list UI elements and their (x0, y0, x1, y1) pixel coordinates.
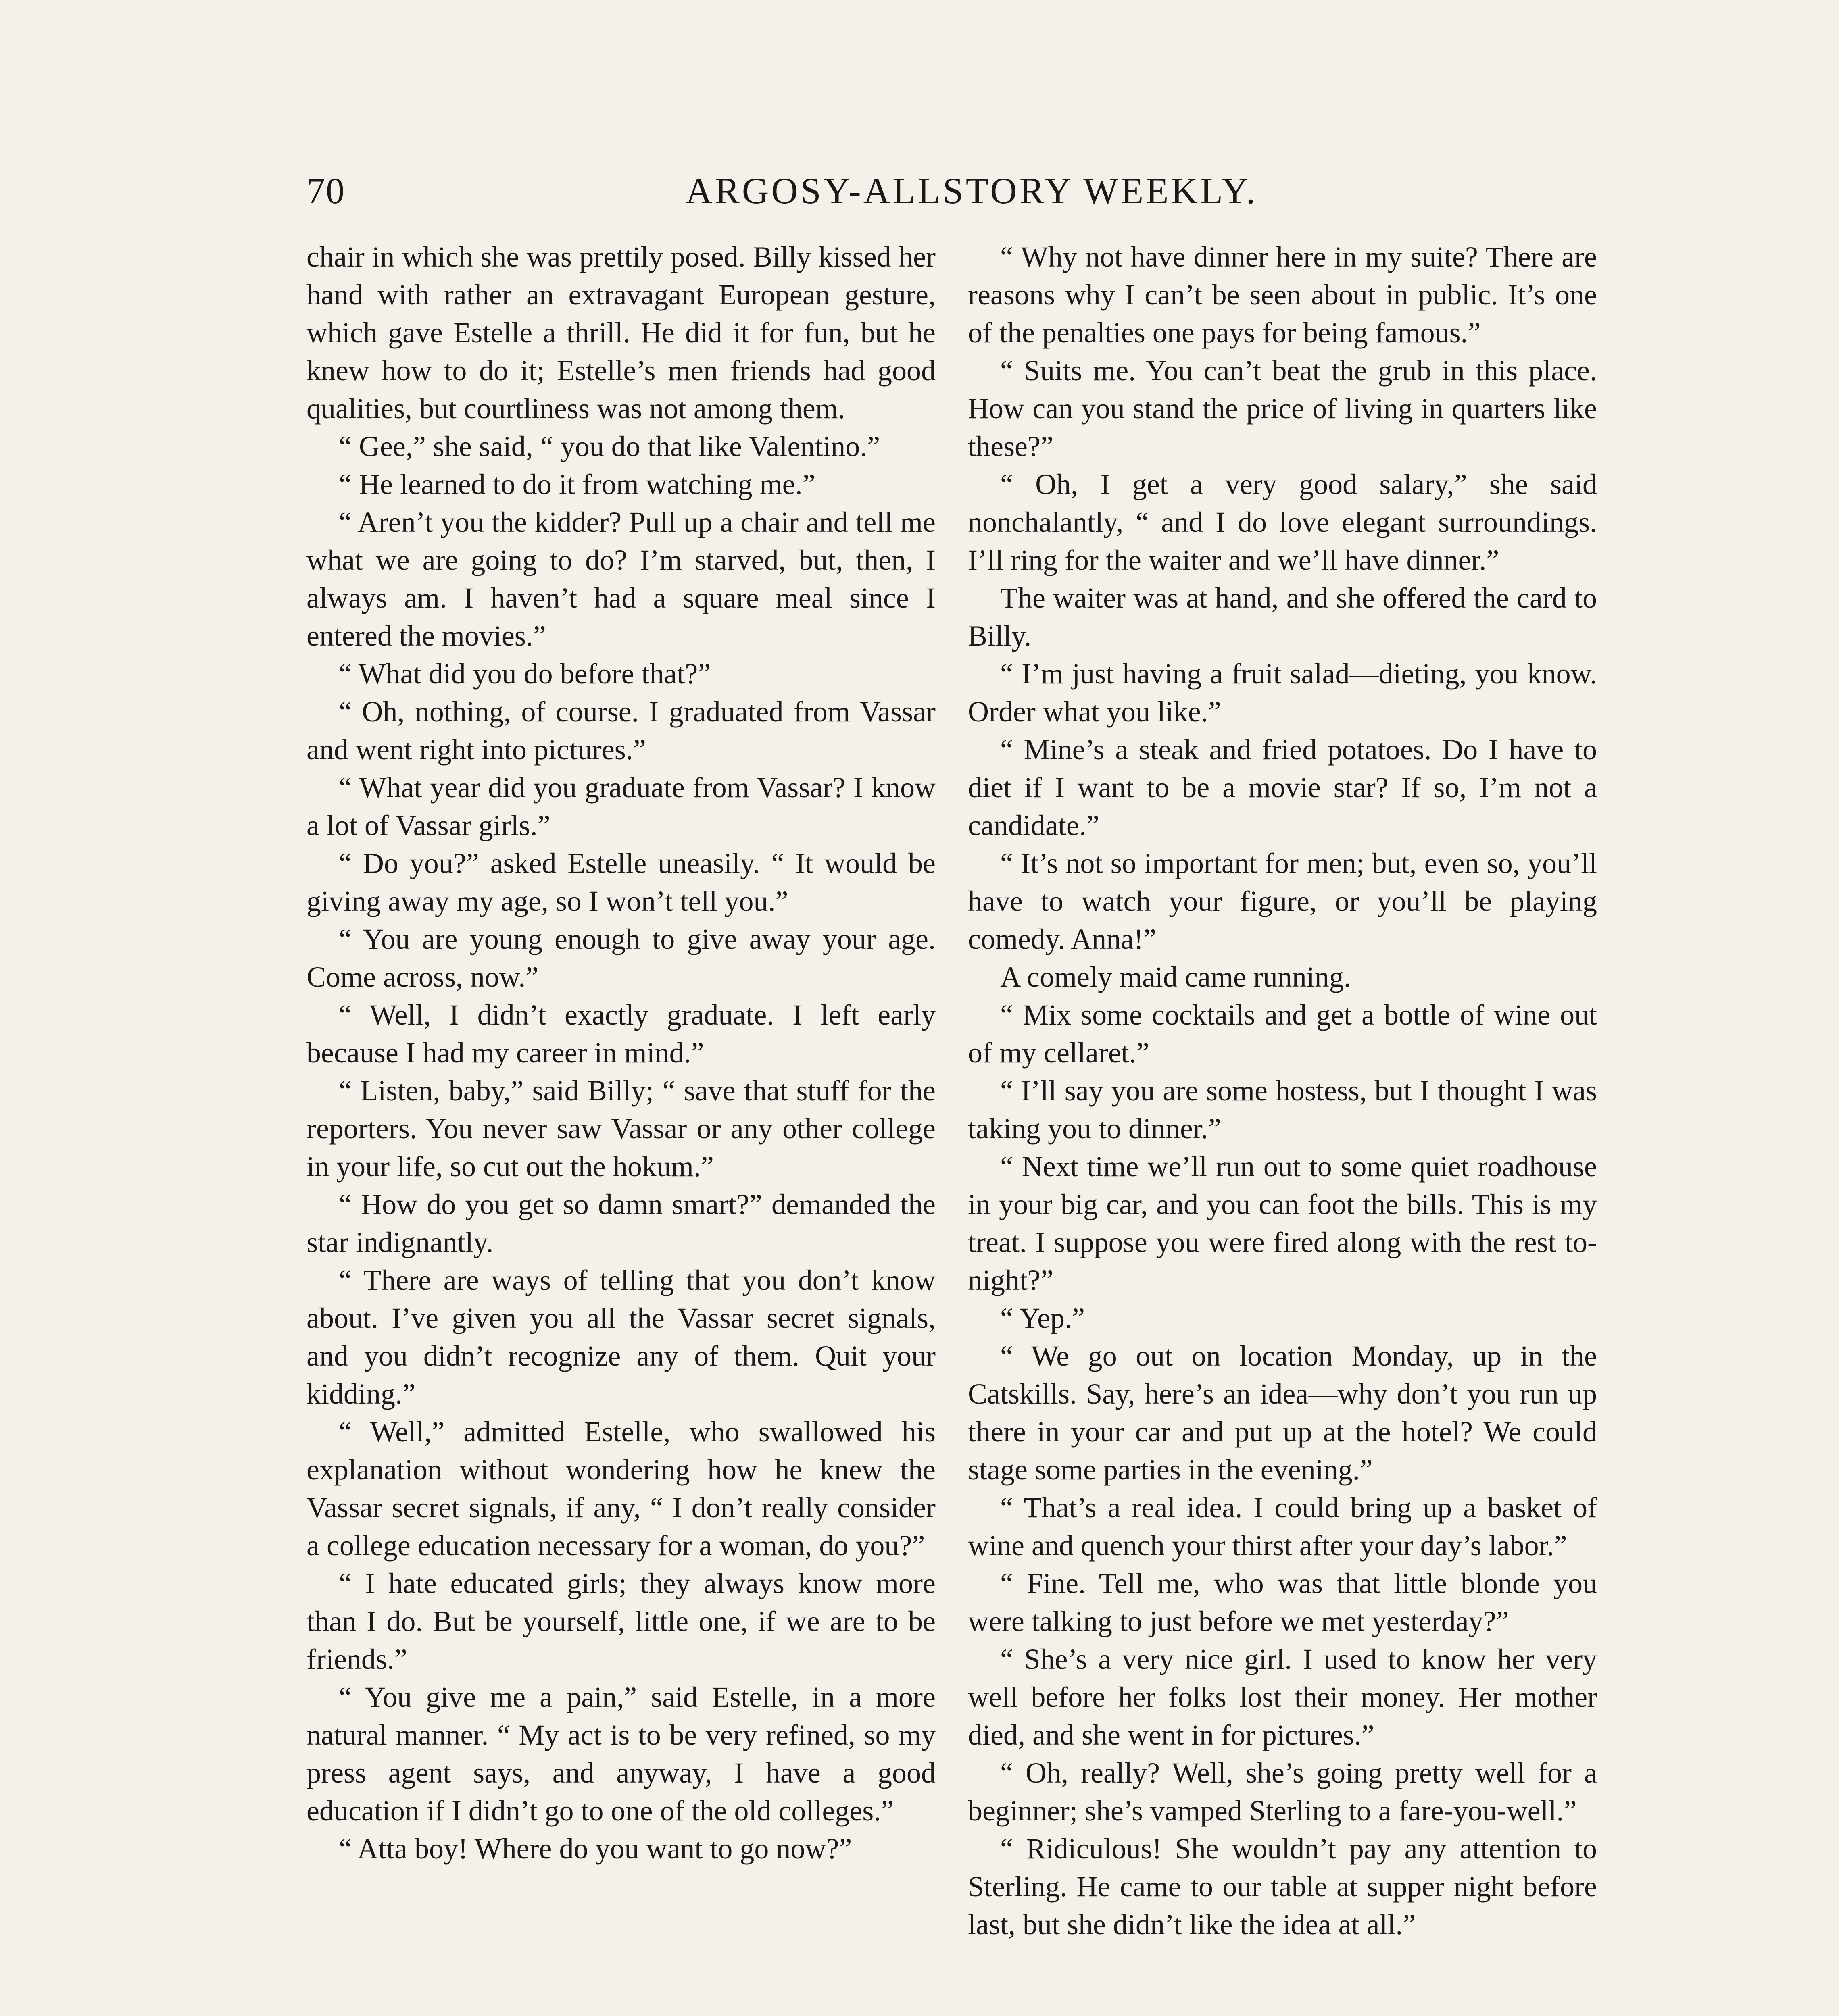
paragraph: “ How do you get so damn smart?” demanded the star indignantly. (306, 1188, 936, 1258)
paragraph: chair in which she was prettily posed. Billy kissed her hand with rather an extravagant European gesture, which gave Estelle a thrill. He did it for fun, but he knew how to do it; Estelle’s men friends had good qualities, but courtliness was not among them. (306, 241, 936, 425)
paragraph: A comely maid came running. (1000, 961, 1351, 993)
paragraph: “ Next time we’ll run out to some quiet roadhouse in your big car, and you can foot the bills. This is my treat. I suppose you were fired along with the rest to-night?” (968, 1150, 1597, 1296)
paragraph: “ Do you?” asked Estelle uneasily. “ It would be giving away my age, so I won’t tell you.” (306, 847, 936, 917)
paragraph: “ Fine. Tell me, who was that little blonde you were talking to just before we met yesterday?” (968, 1567, 1597, 1637)
paragraph: “ What year did you graduate from Vassar? I know a lot of Vassar girls.” (306, 771, 936, 841)
running-head: ARGOSY-ALLSTORY WEEKLY. (686, 170, 1258, 211)
paragraph: “ Well, I didn’t exactly graduate. I left early because I had my career in mind.” (306, 999, 936, 1069)
paragraph: “ You are young enough to give away your age. Come across, now.” (306, 923, 936, 993)
paragraph: “ You give me a pain,” said Estelle, in a more natural manner. “ My act is to be very refined, so my press agent says, and anyway, I have a good education if I didn’t go to one of the old colleges.” (306, 1681, 936, 1827)
paragraph: “ There are ways of telling that you don’t know about. I’ve given you all the Vassar secret signals, and you didn’t recognize any of them. Quit your kidding.” (306, 1264, 936, 1410)
paragraph: “ I’m just having a fruit salad—dieting, you know. Order what you like.” (968, 658, 1597, 728)
paragraph: “ He learned to do it from watching me.” (339, 468, 815, 500)
paragraph: “ That’s a real idea. I could bring up a basket of wine and quench your thirst after your day’s labor.” (968, 1491, 1597, 1562)
paragraph: “ Aren’t you the kidder? Pull up a chair and tell me what we are going to do? I’m starved, but, then, I always am. I haven’t had a square meal since I entered the movies.” (306, 506, 936, 652)
paragraph: “ What did you do before that?” (339, 658, 711, 690)
paragraph: “ Yep.” (1000, 1302, 1085, 1334)
page-number: 70 (306, 170, 345, 211)
paragraph: “ Ridiculous! She wouldn’t pay any attention to Sterling. He came to our table at supper night before last, but she didn’t like the idea at all.” (968, 1833, 1597, 1941)
paragraph: “ Gee,” she said, “ you do that like Valentino.” (339, 430, 880, 462)
paragraph: “ I hate educated girls; they always know more than I do. But be yourself, little one, if we are to be friends.” (306, 1567, 936, 1675)
paragraph: “ Oh, I get a very good salary,” she said nonchalantly, “ and I do love elegant surroundings. I’ll ring for the waiter and we’ll have dinner.” (968, 468, 1597, 576)
paragraph: “ Suits me. You can’t beat the grub in this place. How can you stand the price of living in quarters like these?” (968, 354, 1597, 462)
paragraph: “ Mine’s a steak and fried potatoes. Do I have to diet if I want to be a movie star? If so, I’m not a candidate.” (968, 733, 1597, 841)
paragraph: “ Mix some cocktails and get a bottle of wine out of my cellaret.” (968, 999, 1597, 1069)
paragraph: “ She’s a very nice girl. I used to know her very well before her folks lost their money. Her mother died, and she went in for pictures.” (968, 1643, 1597, 1751)
paragraph: “ Atta boy! Where do you want to go now?” (339, 1833, 852, 1865)
paragraph: The waiter was at hand, and she offered the card to Billy. (968, 582, 1597, 652)
paragraph: “ It’s not so important for men; but, even so, you’ll have to watch your figure, or you’ll be playing comedy. Anna!” (968, 847, 1597, 955)
paragraph: “ Listen, baby,” said Billy; “ save that stuff for the reporters. You never saw Vassar or any other college in your life, so cut out the hokum.” (306, 1075, 936, 1183)
paragraph: “ We go out on location Monday, up in the Catskills. Say, here’s an idea—why don’t you run up there in your car and put up at the hotel? We could stage some parties in the evening.” (968, 1340, 1597, 1486)
right-column (968, 238, 1597, 1943)
paragraph: “ Well,” admitted Estelle, who swallowed his explanation without wondering how he knew the Vassar secret signals, if any, “ I don’t really consider a college education necessary for a woman, do you?” (306, 1416, 936, 1562)
left-column (306, 238, 936, 1868)
paragraph: “ I’ll say you are some hostess, but I thought I was taking you to dinner.” (968, 1075, 1597, 1145)
paragraph: “ Oh, really? Well, she’s going pretty well for a beginner; she’s vamped Sterling to a fare-you-well.” (968, 1757, 1597, 1827)
paragraph: “ Why not have dinner here in my suite? There are reasons why I can’t be seen about in public. It’s one of the penalties one pays for being famous.” (968, 241, 1597, 349)
paragraph: “ Oh, nothing, of course. I graduated from Vassar and went right into pictures.” (306, 696, 936, 766)
